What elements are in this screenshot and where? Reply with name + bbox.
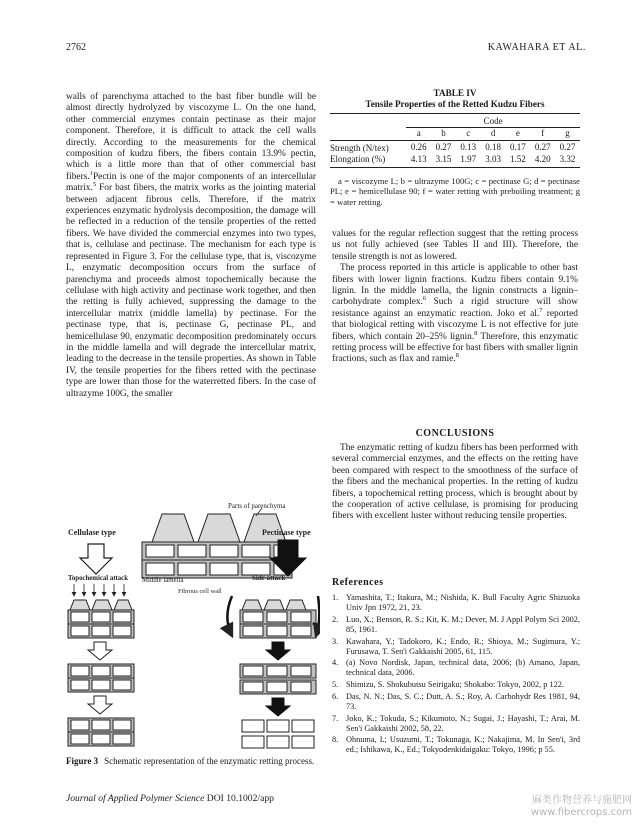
- page-header: [66, 42, 586, 56]
- table-col-header: g: [555, 128, 580, 141]
- table-cell: 0.27: [435, 142, 452, 152]
- table-footnote: a = viscozyme L; b = ultrazyme 100G; c = pectinase G; d = pectinase PL; e = hemicellulase 90; f = water retting with preboiling treatment; g = water retting.: [330, 176, 580, 207]
- references-heading: References: [332, 577, 384, 588]
- table-cell: 3.15: [431, 154, 456, 168]
- watermark: [500, 795, 632, 819]
- figure-label: Figure 3: [66, 756, 99, 766]
- pectinase-stage-2: [240, 664, 316, 694]
- stage-arrow-icon: [88, 642, 112, 660]
- reference-item: 8. Ohnuma, I.; Usuzumi, T.; Tokunaga, K.; Nakajima, M. In Sen'i, 3rd ed.; Ishikawa, K., Ed.; Tokyodenkidaigaku: Tokyo, 1996; p 55.: [332, 735, 580, 755]
- table-cell: 4.20: [530, 154, 555, 168]
- side-attack-left-arrow-icon: [228, 596, 233, 636]
- retting-schematic: [66, 500, 320, 750]
- table-code-header: Code: [406, 114, 580, 128]
- table-row: [330, 141, 580, 155]
- figure-caption: [66, 756, 320, 767]
- table-col-header: e: [506, 128, 531, 141]
- topochemical-attack-arrows: [74, 584, 124, 596]
- table-cell: 1.52: [506, 154, 531, 168]
- reference-item: 3. Kawahara, Y.; Tadokoro, K.; Endo, R.; Shioya, M.; Sugimura, Y.; Furusawa, T. Sen'i Gakkaishi 2005, 61, 115.: [332, 636, 580, 656]
- fibrous-cell-row: [142, 542, 292, 578]
- reference-item: 7. Joko, K.; Tokuda, S.; Kikumoto, N.; Sugai, J.; Hayashi, T.; Arai, M. Sen'i Gakkaishi 2002, 58, 22.: [332, 713, 580, 733]
- right-column-text: [332, 229, 578, 366]
- tensile-table: [330, 113, 580, 168]
- table-col-header: c: [456, 128, 481, 141]
- table-iv: [330, 88, 580, 207]
- table-col-header: b: [431, 128, 456, 141]
- label-fibrous-cell-wall: Fibrous cell wall: [178, 588, 222, 595]
- table-cell: 0.17: [510, 142, 526, 152]
- row-label: Elongation (%): [330, 154, 406, 168]
- label-parts-of-parenchyma: Parts of parenchyma: [228, 502, 286, 510]
- left-paragraph: walls of parenchyma attached to the bast fiber bundle will be almost directly hydrolyzed by viscozyme L. On the one hand, other commercial enzymes contain pectinase as their major component. Therefore, it is difficult to attack the cell walls directly. According to the measurements for the chemical composition of kudzu fibers, the fibers contain 13.9% pectin, which is a little more than that of other commercial bast fibers.$^1$Pectin is one of the major components of an intercellular matrix.$^5$ For bast fibers, the matrix works as the jointing material between adjacent fibrous cells. Therefore, if the matrix experiences enzymatic hydrolysis decomposition, the damage will be reflected in a reduction of the tensile properties of the retted fibers. We have divided the commercial enzymes into two types, that is, cellulase and pectinase. The mechanism for each type is represented in Figure 3. For the cellulase type, that is, viscozyme L, enzymatic decomposition occurs from the surface of parenchyma and proceeds almost topochemically because the cellulase with high activity and pectinase work together, and then the retting is fully achieved, suppressing the damage to the intercellular matrix (middle lamella) by pectinase. For the pectinase type, that is, pectinase G, pectinase PL, and hemicellulase 90, enzymatic decomposition predominately occurs in the middle lamella and will degrade the intercellular matrix, leading to the decrease in the tensile properties. As shown in Table IV, the tensile properties for the fibers retted with the pectinase type are lower than those for the waterretted fibers. In the case of ultrazyme 100G, the smaller: [66, 92, 316, 399]
- label-topochemical-attack: Topochemical attack: [68, 575, 128, 582]
- label-pectinase-type: Pectinase type: [262, 528, 311, 537]
- reference-item: 5. Shimizu, S. Shokubutsu Seirigaku; Shokabo: Tokyo, 2002, p 122.: [332, 680, 564, 690]
- table-cell: 1.97: [456, 154, 481, 168]
- figure-3: [66, 500, 320, 750]
- table-cell: 3.32: [555, 154, 580, 168]
- right-paragraph-2: The process reported in this article is applicable to other bast fibers with lower lignin fractions. Kudzu fibers contain 9.1% lignin. In the middle lamella, the lignin constructs a lignin–carbohydrate complex.$^6$ Such a rigid structure will show resistance against an enzymatic reaction. Joko et al.$^7$ reported that biological retting with viscozyme L is not effective for jute fibers, which contain 20–25% lignin.$^8$ Therefore, this enzymatic retting process will be effective for bast fibers with smaller lignin fractions, such as flax and ramie.$^8$: [332, 263, 578, 365]
- table-cell: 0.27: [534, 142, 551, 152]
- pectinase-stage-3: [242, 720, 314, 748]
- cellulase-stage-3: [68, 718, 134, 746]
- reference-item: 2. Luo, X.; Benson, R. S.; Kit, K. M.; Dever, M. J Appl Polym Sci 2002, 85, 1961.: [332, 614, 580, 634]
- stage-arrow-icon: [88, 696, 112, 714]
- watermark-line-2: www.fibercrops.com: [530, 807, 632, 818]
- conclusions-text: [332, 443, 578, 523]
- running-head: KAWAHARA ET AL.: [487, 42, 586, 53]
- references-list: [332, 593, 580, 757]
- stage-arrow-icon: [266, 698, 290, 716]
- table-cell: 0.26: [410, 142, 427, 152]
- table-col-header: d: [481, 128, 506, 141]
- cellulase-stage-2: [68, 664, 134, 692]
- conclusions-heading: CONCLUSIONS: [415, 428, 495, 439]
- table-row: [330, 154, 580, 168]
- table-col-header: a: [406, 128, 431, 141]
- table-title: Tensile Properties of the Retted Kudzu Fibers: [365, 99, 545, 109]
- row-label: Strength (N/tex): [330, 143, 389, 153]
- reference-item: 4. (a) Novo Nordisk, Japan, technical data, 2006; (b) Amano, Japan, technical data, 2006.: [332, 658, 580, 678]
- cellulase-stage-1: [68, 600, 134, 638]
- table-cell: 4.13: [406, 154, 431, 168]
- conclusions-paragraph: The enzymatic retting of kudzu fibers has been performed with several commercial enzymes, and the effects on the retting have been compared with respect to the smoothness of the surface of the fibers and the mechanical properties. In the retting of kudzu fibers, a topochemical retting process, which is brought about by the cooperation of active cellulase, is promising for producing fibers with excellent luster without reducing tensile properties.: [332, 443, 578, 522]
- stage-arrow-icon: [266, 642, 290, 660]
- page-footer: [66, 793, 274, 804]
- label-side-attack: Side attack: [252, 574, 286, 582]
- pectinase-stage-1: [240, 600, 316, 638]
- reference-item: 1. Yamashita, T.; Itakura, M.; Nishida, K. Bull Faculty Agric Shizuoka Univ Jpn 1972, 21, 23.: [332, 593, 580, 613]
- table-cell: 0.27: [559, 142, 576, 152]
- table-corner: [330, 114, 406, 128]
- label-middle-lamella: Middle lamella: [142, 577, 184, 584]
- watermark-line-1: 麻类作物营养与施肥网: [532, 795, 632, 806]
- label-cellulase-type: Cellulase type: [68, 528, 116, 537]
- page-number: 2762: [66, 42, 86, 53]
- table-cell: 0.18: [485, 142, 501, 152]
- cellulase-arrow-icon: [80, 544, 112, 574]
- right-paragraph-1: values for the regular reflection suggest that the retting process us not fully achieved (see Tables II and III). Therefore, the tensile strength is not as lowered.: [332, 229, 578, 262]
- table-cell: 0.13: [460, 142, 477, 152]
- figure-caption-text: Schematic representation of the enzymatic retting process.: [104, 756, 315, 766]
- journal-name: Journal of Applied Polymer Science: [66, 793, 205, 804]
- left-column-text: [66, 92, 316, 400]
- table-col-header: f: [530, 128, 555, 141]
- table-number: TABLE IV: [433, 88, 477, 98]
- table-cell: 3.03: [481, 154, 506, 168]
- reference-item: 6. Das, N. N.; Das, S. C.; Dutt, A. S.; Roy, A. Carbohydr Res 1981, 94, 73.: [332, 691, 580, 711]
- doi: DOI 10.1002/app: [204, 793, 274, 804]
